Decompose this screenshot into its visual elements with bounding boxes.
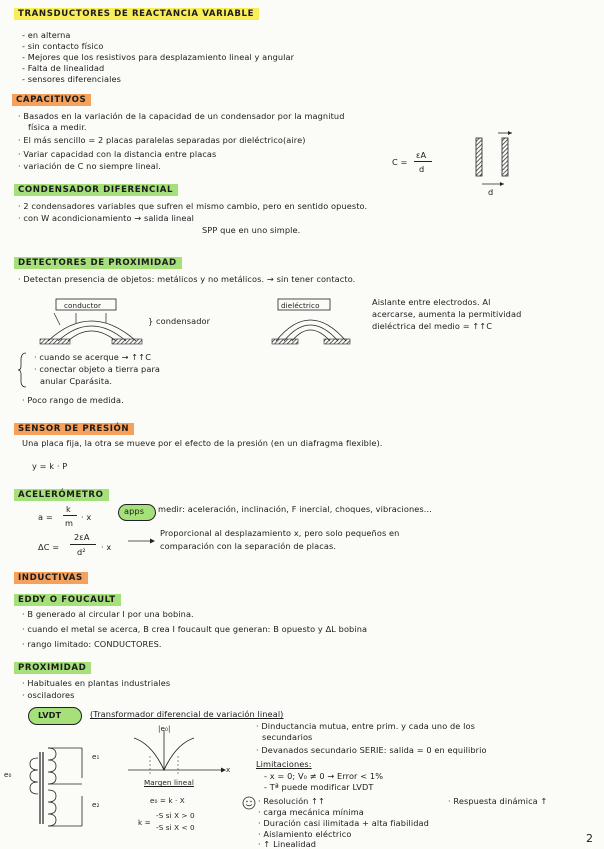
text-line: · Poco rango de medida. — [22, 395, 124, 405]
intro-line: - sensores diferenciales — [22, 74, 121, 84]
formula-numerator: k — [66, 504, 71, 514]
text-line: · ↑ Linealidad — [258, 839, 317, 849]
text-line: - x = 0; V₀ ≠ 0 → Error < 1% — [264, 771, 384, 781]
formula-dc-label: ΔC = — [38, 542, 60, 552]
e2-label: e₂ — [92, 800, 100, 809]
intro-line: - Mejores que los resistivos para desplazamiento lineal y angular — [22, 52, 295, 62]
formula-denominator: m — [65, 518, 74, 528]
text-line: medir: aceleración, inclinación, F inercial, choques, vibraciones... — [158, 504, 432, 514]
condensador-label: } condensador — [148, 316, 211, 326]
distance-label: d — [488, 187, 494, 197]
intro-line: - en alterna — [22, 30, 71, 40]
text-line: · carga mecánica mínima — [258, 807, 364, 817]
fraction-bar — [414, 161, 432, 162]
formula-numerator: εA — [416, 150, 427, 160]
case-line: -S si X < 0 — [156, 823, 195, 832]
lvdt-title: (Transformador diferencial de variación lineal) — [90, 709, 284, 719]
lvdt-formula: e₀ = k · X — [150, 796, 185, 805]
graph-x-label: x — [226, 765, 231, 774]
text-line: · variación de C no siempre lineal. — [18, 161, 162, 171]
apps-badge-label: apps — [124, 506, 145, 516]
formula-c-label: C = — [392, 157, 408, 167]
dielectric-box-label: dieléctrico — [281, 301, 320, 310]
section-heading-inductivas: INDUCTIVAS — [14, 572, 88, 584]
text-line: · con W acondicionamiento → salida lineal — [18, 213, 194, 223]
section-heading-eddy: EDDY O FOUCAULT — [14, 594, 121, 606]
fraction-bar — [70, 544, 96, 545]
section-heading-presion: SENSOR DE PRESIÓN — [14, 423, 134, 435]
text-line: · rango limitado: CONDUCTORES. — [22, 639, 162, 649]
formula-line: y = k · P — [32, 461, 68, 471]
text-line: · cuando el metal se acerca, B crea I foucault que generan: B opuesto y ΔL bobina — [22, 624, 368, 634]
formula-x: · x — [81, 512, 92, 522]
e1-label: e₁ — [92, 752, 100, 761]
lvdt-badge-label: LVDT — [38, 710, 62, 720]
text-line: · Basados en la variación de la capacidad de un condensador por la magnitud — [18, 111, 345, 121]
text-line: · Aislamiento eléctrico — [258, 829, 352, 839]
text-line: · El más sencillo = 2 placas paralelas separadas por dieléctrico(aire) — [18, 135, 306, 145]
formula-a-label: a = — [38, 512, 53, 522]
formula-denominator: d — [419, 164, 425, 174]
section-heading-capacitivos: CAPACITIVOS — [12, 94, 91, 106]
text-line: · Respuesta dinámica ↑ — [448, 796, 548, 806]
text-line: secundarios — [262, 732, 313, 742]
section-heading-acelerometro: ACELERÓMETRO — [14, 489, 109, 501]
graph-y-label: |e₀| — [158, 724, 171, 733]
text-line: · Variar capacidad con la distancia entre placas — [18, 149, 217, 159]
text-line: · Resolución ↑↑ — [258, 796, 326, 806]
intro-line: - Falta de linealidad — [22, 63, 105, 73]
text-line: · Dinductancia mutua, entre prim. y cada uno de los — [256, 721, 476, 731]
bullet-line: anular Cparásita. — [40, 376, 113, 386]
lvdt-coil-diagram — [12, 728, 122, 838]
text-line: física a medir. — [28, 122, 87, 132]
e0-label: e₀ — [4, 770, 12, 779]
cases-k-label: k = — [138, 818, 151, 827]
case-line: -S si X > 0 — [156, 811, 195, 820]
conductor-box-label: conductor — [64, 301, 102, 310]
formula-numerator: 2εA — [74, 532, 90, 542]
text-line: · Duración casi ilimitada + alta fiabilidad — [258, 818, 429, 828]
side-note-line: acercarse, aumenta la permitividad — [372, 309, 522, 319]
arrow-icon — [128, 538, 156, 544]
text-line: · Habituales en plantas industriales — [22, 678, 171, 688]
brace-icon — [18, 352, 28, 388]
margin-label: Margen lineal — [144, 778, 194, 787]
page-number: 2 — [586, 832, 594, 845]
intro-line: - sin contacto físico — [22, 41, 104, 51]
note-line: Proporcional al desplazamiento x, pero solo pequeños en — [160, 528, 400, 538]
bullet-line: · cuando se acerque → ↑↑C — [34, 352, 152, 362]
section-heading-detectores: DETECTORES DE PROXIMIDAD — [14, 257, 182, 269]
text-line: - Tª puede modificar LVDT — [264, 782, 374, 792]
side-note-line: dieléctrica del medio = ↑↑C — [372, 321, 493, 331]
text-line: · Devanados secundario SERIE: salida = 0 en equilibrio — [256, 745, 487, 755]
smiley-icon — [242, 796, 256, 810]
text-line: · B generado al circular I por una bobina. — [22, 609, 194, 619]
text-line: · osciladores — [22, 690, 75, 700]
text-line: Una placa fija, la otra se mueve por el efecto de la presión (en un diafragma flexible). — [22, 438, 383, 448]
text-line: Limitaciones: — [256, 759, 312, 769]
fraction-bar — [63, 515, 77, 516]
text-line: SPP que en uno simple. — [202, 225, 301, 235]
side-note-line: Aislante entre electrodos. Al — [372, 297, 491, 307]
formula-denominator: d² — [77, 547, 86, 557]
formula-x: · x — [101, 542, 112, 552]
text-line: · 2 condensadores variables que sufren el mismo cambio, pero en sentido opuesto. — [18, 201, 368, 211]
bullet-line: · conectar objeto a tierra para — [34, 364, 161, 374]
section-heading-proximidad: PROXIMIDAD — [14, 662, 91, 674]
note-line: comparación con la separación de placas. — [160, 541, 337, 551]
text-line: · Detectan presencia de objetos: metálicos y no metálicos. → sin tener contacto. — [18, 274, 356, 284]
section-heading-condensador-diferencial: CONDENSADOR DIFERENCIAL — [14, 184, 178, 196]
page-title: TRANSDUCTORES DE REACTANCIA VARIABLE — [14, 8, 259, 20]
